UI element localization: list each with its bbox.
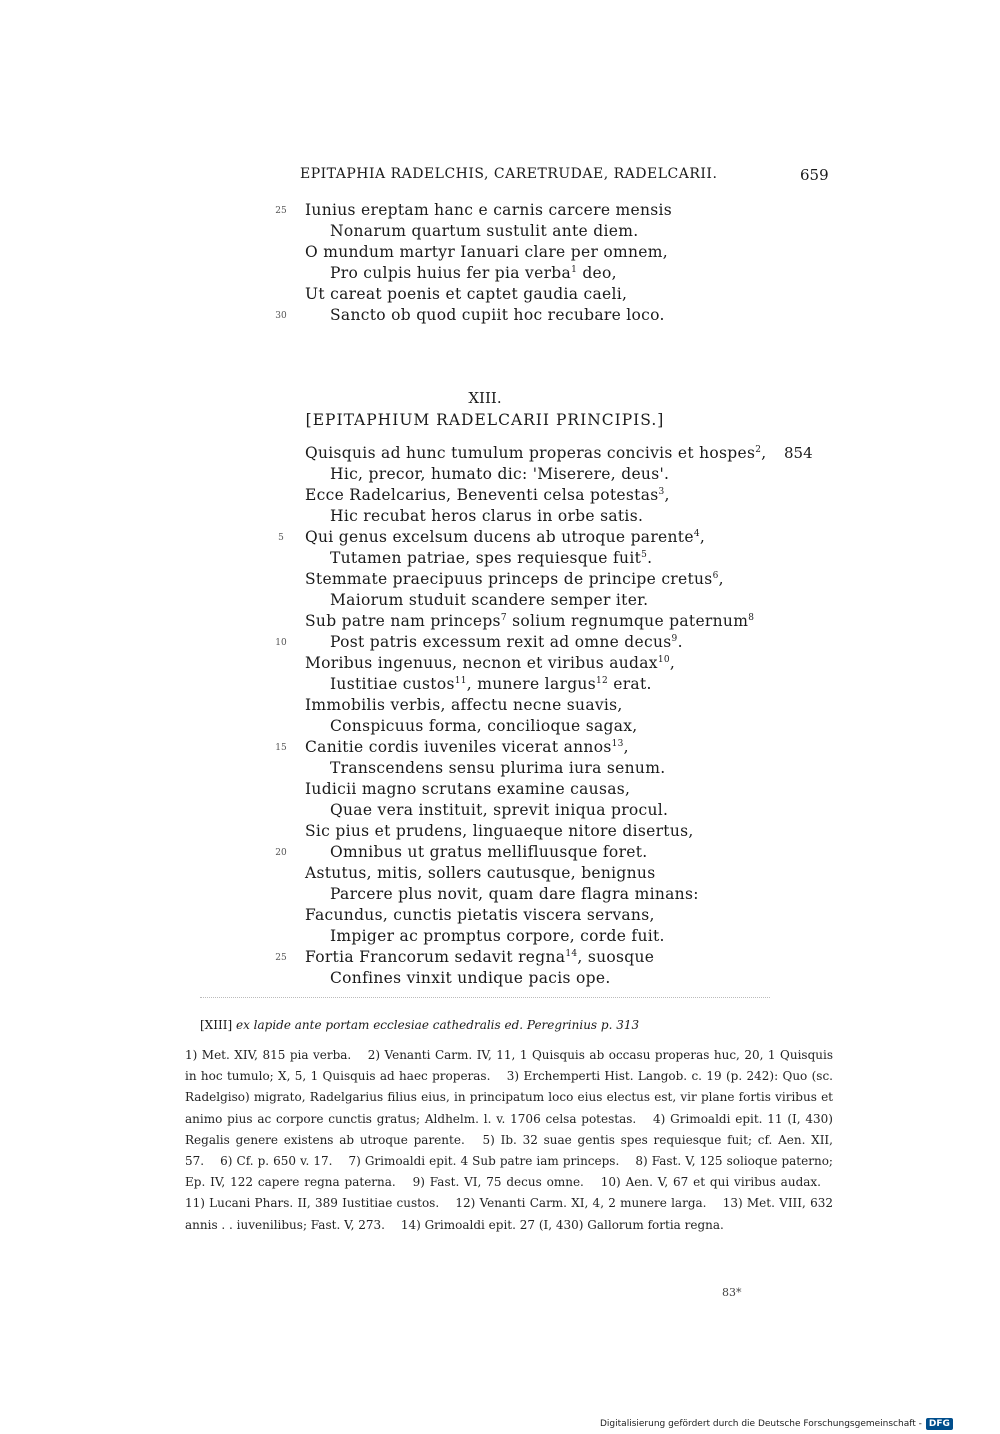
- verse-line: Ut careat poenis et captet gaudia caeli,: [305, 285, 628, 303]
- verse-text: ,: [664, 486, 670, 504]
- verse-line: [305, 864, 655, 885]
- page-number: 659: [800, 166, 829, 184]
- verse-text: Confines vinxit undique pacis ope.: [330, 969, 611, 987]
- verse-line: [305, 780, 630, 801]
- verse-line: [330, 801, 668, 822]
- verse-text: Pro culpis huius fer pia verba: [330, 264, 572, 282]
- footnote: 14) Grimoaldi epit. 27 (I, 430) Gallorum fortia regna.: [400, 1217, 724, 1232]
- verse-line: [305, 612, 754, 633]
- verse-line: [305, 444, 766, 465]
- verse-text: ,: [623, 738, 629, 756]
- verse-text: ,: [699, 528, 706, 546]
- footnote: 13) Met. VIII, 632 annis . . iuvenilibus; Fast. V, 273.: [185, 1196, 833, 1232]
- footnote: 10) Aen. V, 67 et qui viribus audax.: [600, 1175, 821, 1190]
- footnote: 7) Grimoaldi epit. 4 Sub patre iam princeps.: [348, 1154, 620, 1169]
- footnote: 2) Venanti Carm. IV, 11, 1 Quisquis ab occasu properas huc, 20, 1 Quisquis in hoc tumulo; X, 5, 1 Quisquis ad haec properas.: [185, 1048, 833, 1084]
- verse-line: [330, 927, 665, 948]
- verse-text: deo,: [582, 264, 617, 282]
- verse-line: [330, 843, 648, 864]
- verse-line: Iunius ereptam hanc e carnis carcere mensis: [305, 201, 673, 219]
- verse-text: Astutus, mitis, sollers cautusque, benignus: [305, 864, 656, 882]
- verse-line: [305, 696, 623, 717]
- footnote-ref: 12: [595, 675, 609, 686]
- footnote: 8) Fast. V, 125 solioque paterno; Ep. IV, 122 capere regna paterna.: [185, 1154, 833, 1190]
- verse-line: Sancto ob quod cupiit hoc recubare loco.: [330, 306, 665, 324]
- verse-text: Maiorum studuit scandere semper iter.: [330, 591, 649, 609]
- line-number: 30: [275, 311, 287, 321]
- verse-line: Nonarum quartum sustulit ante diem.: [330, 222, 639, 240]
- verse-text: Post patris excessum rexit ad omne decus: [330, 633, 672, 651]
- verse-text: ,: [761, 444, 767, 462]
- footnote-ref: 7: [500, 612, 507, 623]
- footnote-ref: 2: [755, 444, 762, 455]
- footnote-ref: 13: [611, 738, 624, 749]
- apparatus-label: [XIII]: [200, 1018, 233, 1032]
- running-head: EPITAPHIA RADELCHIS, CARETRUDAE, RADELCARII.: [300, 166, 718, 182]
- verse-line: [330, 885, 699, 906]
- verse-line: [305, 528, 705, 549]
- footnote: 9) Fast. VI, 75 decus omne.: [412, 1175, 584, 1190]
- verse-text: Sub patre nam princeps: [305, 612, 501, 630]
- divider: [200, 997, 770, 998]
- apparatus-source: ex lapide ante portam ecclesiae cathedralis ed. Peregrinius p. 313: [235, 1018, 640, 1032]
- verse-text: Parcere plus novit, quam dare flagra minans:: [330, 885, 699, 903]
- footnotes: [185, 1045, 833, 1236]
- line-number: 25: [275, 953, 287, 963]
- dfg-credit-text: Digitalisierung gefördert durch die Deutsche Forschungsgemeinschaft -: [600, 1419, 922, 1429]
- verse-line: [305, 738, 629, 759]
- verse-line: [330, 507, 643, 528]
- footnote: 11) Lucani Phars. II, 389 Iustitiae custos.: [185, 1196, 440, 1211]
- verse-text: Facundus, cunctis pietatis viscera servans,: [305, 906, 655, 924]
- verse-text: Iustitiae custos: [330, 675, 455, 693]
- verse-text: ,: [718, 570, 724, 588]
- footnote-ref: 1: [571, 264, 578, 275]
- verse-line: [330, 591, 648, 612]
- verse-line: [305, 948, 654, 969]
- verse-text: Fortia Francorum sedavit regna: [305, 948, 566, 966]
- verse-line: [330, 633, 683, 654]
- footnote-ref: 6: [712, 570, 719, 581]
- footnote-ref: 4: [693, 528, 700, 539]
- verse-text: Quisquis ad hunc tumulum properas concivis et hospes: [305, 444, 756, 462]
- verse-text: Iudicii magno scrutans examine causas,: [305, 780, 631, 798]
- verse-line: [330, 759, 665, 780]
- verse-text: , munere largus: [466, 675, 596, 693]
- footnote: 6) Cf. p. 650 v. 17.: [220, 1154, 333, 1169]
- verse-line: [330, 264, 617, 285]
- line-number: 5: [278, 533, 284, 543]
- verse-line: [305, 654, 675, 675]
- verse-text: Stemmate praecipuus princeps de principe cretus: [305, 570, 713, 588]
- footnote-ref: 5: [641, 549, 648, 560]
- footnote-ref: 10: [657, 654, 670, 665]
- footnote: 12) Venanti Carm. XI, 4, 2 munere larga.: [455, 1196, 707, 1211]
- verse-text: Tutamen patriae, spes requiesque fuit: [330, 549, 642, 567]
- verse-text: erat.: [608, 675, 652, 693]
- line-number: 20: [275, 848, 287, 858]
- verse-line: [330, 549, 652, 570]
- dfg-logo: DFG: [926, 1418, 953, 1430]
- signature-mark: 83*: [722, 1286, 742, 1299]
- verse-line: [305, 570, 724, 591]
- verse-text: Moribus ingenuus, necnon et viribus audax: [305, 654, 658, 672]
- verse-text: solium regnumque paternum: [506, 612, 749, 630]
- footnote-ref: 8: [748, 612, 755, 623]
- verse-text: Ecce Radelcarius, Beneventi celsa potestas: [305, 486, 659, 504]
- dfg-credit: [600, 1416, 953, 1432]
- footnote-ref: 14: [565, 948, 578, 959]
- verse-line: [330, 465, 669, 486]
- verse-text: ,: [669, 654, 676, 672]
- verse-text: Sic pius et prudens, linguaeque nitore disertus,: [305, 822, 694, 840]
- verse-line: [330, 717, 638, 738]
- verse-text: Conspicuus forma, concilioque sagax,: [330, 717, 638, 735]
- verse-text: Transcendens sensu plurima iura senum.: [330, 759, 666, 777]
- verse-line: [330, 675, 652, 696]
- verse-text: Omnibus ut gratus mellifluusque foret.: [330, 843, 648, 861]
- verse-text: Hic recubat heros clarus in orbe satis.: [330, 507, 644, 525]
- line-number: 10: [275, 638, 287, 648]
- footnote-ref: 9: [671, 633, 678, 644]
- verse-line: [305, 822, 694, 843]
- section-number: XIII.: [468, 389, 502, 407]
- verse-line: [305, 486, 670, 507]
- verse-line: O mundum martyr Ianuari clare per omnem,: [305, 243, 668, 261]
- verse-line: [330, 969, 611, 990]
- verse-text: Hic, precor, humato dic: 'Miserere, deus'.: [330, 465, 670, 483]
- verse-text: Impiger ac promptus corpore, corde fuit.: [330, 927, 665, 945]
- footnote: 4) Grimoaldi epit. 11 (I, 430) Regalis genere existens ab utroque parente.: [185, 1111, 833, 1147]
- verse-text: Immobilis verbis, affectu necne suavis,: [305, 696, 623, 714]
- footnote-ref: 11: [454, 675, 467, 686]
- footnote: 5) Ib. 32 suae gentis spes requiesque fuit; cf. Aen. XII, 57.: [185, 1132, 833, 1169]
- verse-line: [305, 906, 655, 927]
- verse-text: .: [647, 549, 653, 567]
- apparatus-note: [200, 1018, 830, 1032]
- verse-text: , suosque: [577, 948, 655, 966]
- verse-text: Canitie cordis iuveniles vicerat annos: [305, 738, 612, 756]
- verse-text: Quae vera instituit, sprevit iniqua procul.: [330, 801, 669, 819]
- line-number: 25: [275, 206, 287, 216]
- margin-year: 854: [784, 444, 813, 462]
- section-title: [EPITAPHIUM RADELCARII PRINCIPIS.]: [305, 411, 665, 429]
- footnote: 1) Met. XIV, 815 pia verba.: [185, 1048, 352, 1062]
- footnote-ref: 3: [658, 486, 665, 497]
- verse-text: Qui genus excelsum ducens ab utroque parente: [305, 528, 694, 546]
- footnote: 3) Erchemperti Hist. Langob. c. 19 (p. 242): Quo (sc. Radelgiso) migrato, Radelgarius filius eius, in principatum loco eius electus est, vir plane fortis viribus et animo pius ac corpore cunctis gratus; Aldhelm. l. v. 1706 celsa potestas.: [185, 1069, 833, 1126]
- verse-text: .: [677, 633, 683, 651]
- line-number: 15: [275, 743, 287, 753]
